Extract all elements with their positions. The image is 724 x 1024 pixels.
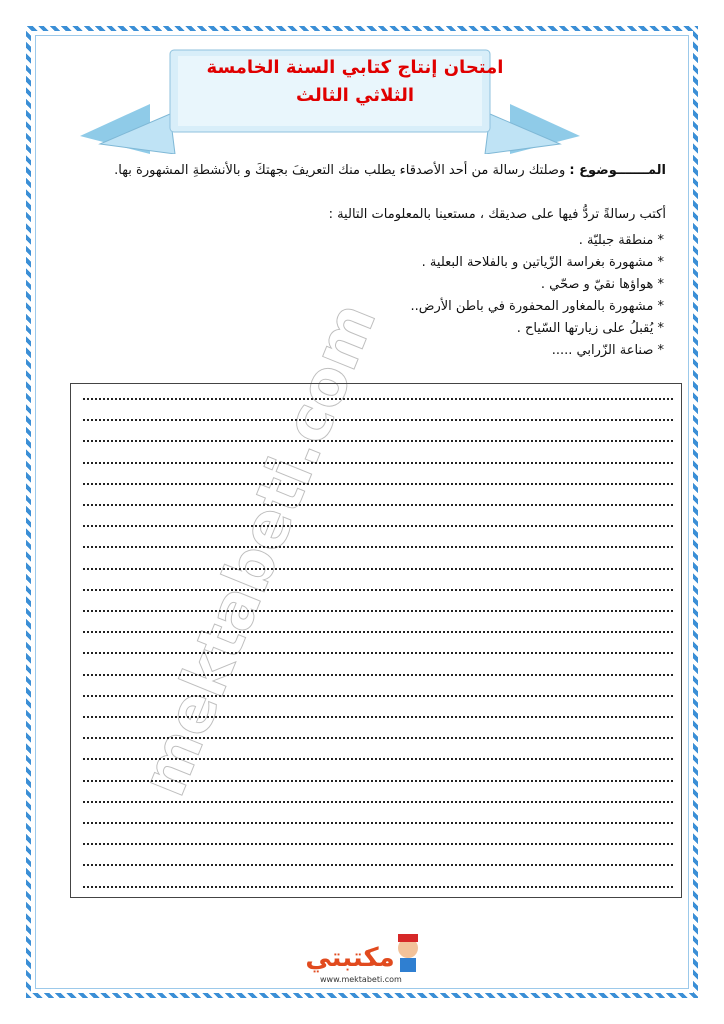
bullet-item: * مشهورة بالمغاور المحفورة في باطن الأرض.. (410, 299, 664, 314)
answer-line[interactable] (83, 589, 673, 591)
subject-label: المـــــــوضوع : (569, 163, 666, 178)
answer-line[interactable] (83, 504, 673, 506)
answer-line[interactable] (83, 780, 673, 782)
answer-writing-box[interactable] (70, 383, 682, 898)
mektabeti-logo (300, 930, 430, 980)
subject-paragraph (66, 162, 666, 180)
answer-line[interactable] (83, 801, 673, 803)
answer-line[interactable] (83, 398, 673, 400)
page-title (170, 54, 540, 110)
answer-line[interactable] (83, 695, 673, 697)
title-line-1: امتحان إنتاج كتابي السنة الخامسة (206, 57, 504, 78)
answer-line[interactable] (83, 631, 673, 633)
answer-line[interactable] (83, 546, 673, 548)
answer-line[interactable] (83, 462, 673, 464)
bullet-item: * صناعة الزّرابي ..... (551, 343, 664, 358)
footer-url: www.mektabeti.com (320, 975, 402, 984)
info-bullet-list (204, 230, 664, 362)
answer-line[interactable] (83, 886, 673, 888)
answer-line[interactable] (83, 843, 673, 845)
answer-line[interactable] (83, 674, 673, 676)
answer-line[interactable] (83, 525, 673, 527)
watermark-text: mektabeti.com (126, 292, 391, 806)
answer-line[interactable] (83, 419, 673, 421)
answer-line[interactable] (83, 758, 673, 760)
answer-line[interactable] (83, 568, 673, 570)
answer-line[interactable] (83, 610, 673, 612)
title-line-2: الثلاثي الثالث (295, 85, 415, 106)
instruction-text: أكتب رسالةً تردُّ فيها على صديقك ، مستعينا بالمعلومات التالية : (328, 207, 666, 222)
bullet-item: * مشهورة بغراسة الزّياتين و بالفلاحة البعلية . (421, 255, 664, 270)
answer-line[interactable] (83, 864, 673, 866)
answer-line[interactable] (83, 652, 673, 654)
bullet-item: * يُقبلُ على زيارتها السّياح . (516, 321, 664, 336)
answer-line[interactable] (83, 440, 673, 442)
answer-line[interactable] (83, 716, 673, 718)
answer-line[interactable] (83, 737, 673, 739)
logo-word: مكتبتي (305, 943, 395, 973)
bullet-item: * هواؤها نقيّ و صحّي . (540, 277, 664, 292)
subject-text: وصلتك رسالة من أحد الأصدقاء يطلب منك التعريفَ بجهتكَ و بالأنشطةِ المشهورة بها. (114, 163, 566, 178)
answer-line[interactable] (83, 822, 673, 824)
bullet-item: * منطقة جبليّة . (578, 233, 664, 248)
answer-line[interactable] (83, 483, 673, 485)
